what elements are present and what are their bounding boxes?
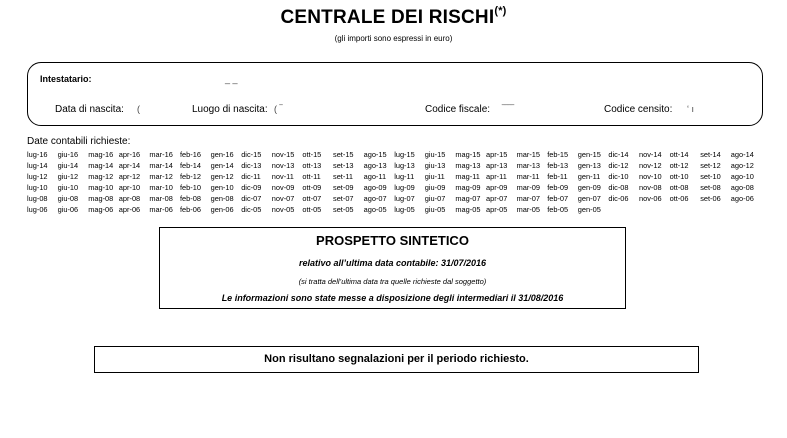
date-cell: lug-10 <box>27 183 48 192</box>
date-cell: ott-08 <box>669 183 689 192</box>
date-cell: ott-14 <box>669 150 689 159</box>
date-cell: gen-11 <box>577 172 601 181</box>
date-cell: nov-15 <box>271 150 295 159</box>
date-cell: mag-12 <box>88 172 114 181</box>
result-message: Non risultano segnalazioni per il periodo richiesto. <box>264 353 529 365</box>
date-cell: mar-11 <box>516 172 540 181</box>
date-cell: ago-15 <box>363 150 387 159</box>
date-cell: mar-05 <box>516 205 541 214</box>
date-cell: dic-05 <box>241 205 262 214</box>
date-cell: gen-12 <box>210 172 234 181</box>
date-cell: feb-16 <box>180 150 201 159</box>
date-cell: mag-13 <box>455 161 481 170</box>
date-cell: ago-05 <box>363 205 387 214</box>
date-cell: gen-07 <box>577 194 601 203</box>
holder-label: Intestatario: <box>40 74 92 84</box>
date-cell: nov-07 <box>271 194 295 203</box>
date-cell: feb-14 <box>180 161 201 170</box>
date-cell: nov-06 <box>639 194 662 203</box>
summary-title: PROSPETTO SINTETICO <box>316 233 469 248</box>
date-cell: apr-10 <box>118 183 141 192</box>
page-title <box>0 7 787 29</box>
date-cell: mag-16 <box>88 150 114 159</box>
date-cell: lug-07 <box>394 194 415 203</box>
date-cell: mag-06 <box>88 205 114 214</box>
date-cell: giu-10 <box>57 183 79 192</box>
date-cell: set-06 <box>700 194 721 203</box>
date-cell: lug-14 <box>27 161 48 170</box>
date-cell: apr-12 <box>118 172 141 181</box>
date-cell: dic-15 <box>241 150 262 159</box>
date-cell: feb-15 <box>547 150 569 159</box>
requested-dates-title: Date contabili richieste: <box>27 136 131 147</box>
date-cell: gen-10 <box>210 183 234 192</box>
holder-value: _ _ <box>225 74 238 84</box>
date-cell: ago-13 <box>363 161 387 170</box>
date-cell: dic-12 <box>608 161 629 170</box>
date-cell: nov-05 <box>271 205 295 214</box>
date-cell: giu-07 <box>424 194 446 203</box>
date-cell: ago-12 <box>730 161 754 170</box>
date-cell: mar-09 <box>516 183 541 192</box>
date-cell: giu-16 <box>57 150 79 159</box>
date-cell: ott-10 <box>669 172 689 181</box>
tax-code-value: ‾‾‾‾ <box>502 104 514 114</box>
date-cell: giu-14 <box>57 161 79 170</box>
date-cell: apr-14 <box>118 161 141 170</box>
date-cell: ott-06 <box>669 194 689 203</box>
date-cell: dic-11 <box>241 172 261 181</box>
date-cell: mar-08 <box>149 194 173 203</box>
birth-date-label: Data di nascita: <box>55 104 124 115</box>
summary-box <box>159 227 626 309</box>
date-cell: mar-16 <box>149 150 173 159</box>
date-cell: ott-15 <box>302 150 322 159</box>
date-cell: lug-11 <box>394 172 415 181</box>
date-cell: set-09 <box>333 183 354 192</box>
date-cell: ott-13 <box>302 161 322 170</box>
date-cell: lug-09 <box>394 183 415 192</box>
date-cell: ott-09 <box>302 183 322 192</box>
date-cell: mar-07 <box>516 194 541 203</box>
date-cell: dic-09 <box>241 183 262 192</box>
date-cell: lug-13 <box>394 161 415 170</box>
date-cell: apr-06 <box>118 205 141 214</box>
date-cell: ott-07 <box>302 194 322 203</box>
date-cell: apr-08 <box>118 194 141 203</box>
date-cell: gen-08 <box>210 194 234 203</box>
date-cell: mag-11 <box>455 172 480 181</box>
date-cell: apr-16 <box>118 150 141 159</box>
date-cell: set-08 <box>700 183 721 192</box>
date-cell: dic-14 <box>608 150 629 159</box>
date-cell: ago-09 <box>363 183 387 192</box>
date-cell: apr-15 <box>486 150 508 159</box>
date-cell: dic-07 <box>241 194 262 203</box>
tax-code-label: Codice fiscale: <box>425 104 491 115</box>
date-cell: feb-09 <box>547 183 569 192</box>
date-cell: gen-15 <box>577 150 601 159</box>
date-cell: gen-14 <box>210 161 234 170</box>
date-cell: mag-07 <box>455 194 481 203</box>
date-cell: lug-15 <box>394 150 415 159</box>
date-cell: gen-09 <box>577 183 601 192</box>
date-cell: lug-16 <box>27 150 48 159</box>
date-cell: mag-08 <box>88 194 114 203</box>
date-cell: giu-06 <box>57 205 79 214</box>
date-cell: ago-10 <box>730 172 754 181</box>
date-cell: ago-07 <box>363 194 387 203</box>
date-cell: set-10 <box>700 172 721 181</box>
date-cell: lug-06 <box>27 205 48 214</box>
date-cell: apr-05 <box>486 205 508 214</box>
date-cell: set-11 <box>333 172 353 181</box>
birth-date-value: ( <box>137 104 140 114</box>
date-cell: mag-15 <box>455 150 481 159</box>
date-cell: feb-11 <box>547 172 568 181</box>
title-footnote-mark: (*) <box>494 5 507 17</box>
date-cell: nov-08 <box>639 183 662 192</box>
date-cell: feb-05 <box>547 205 569 214</box>
date-cell: nov-13 <box>271 161 295 170</box>
holder-info-box <box>27 62 763 126</box>
date-cell: giu-13 <box>424 161 446 170</box>
date-cell: gen-16 <box>210 150 234 159</box>
summary-note: (si tratta dell’ultima data tra quelle richieste dal soggetto) <box>298 277 487 286</box>
page-subtitle: (gli importi sono espressi in euro) <box>334 34 453 43</box>
date-cell: apr-13 <box>486 161 508 170</box>
date-cell: feb-12 <box>180 172 201 181</box>
date-cell: mag-05 <box>455 205 481 214</box>
date-cell: lug-05 <box>394 205 415 214</box>
date-cell: feb-10 <box>180 183 201 192</box>
date-cell: gen-05 <box>577 205 601 214</box>
date-cell: dic-08 <box>608 183 629 192</box>
date-cell: lug-12 <box>27 172 48 181</box>
date-cell: ago-14 <box>730 150 754 159</box>
census-code-value: ‘ ı <box>687 104 695 114</box>
date-cell: mag-09 <box>455 183 481 192</box>
census-code-label: Codice censito: <box>604 104 673 115</box>
date-cell: gen-13 <box>577 161 601 170</box>
date-cell: lug-08 <box>27 194 48 203</box>
date-cell: nov-09 <box>271 183 295 192</box>
date-cell: mar-14 <box>149 161 173 170</box>
birth-place-label: Luogo di nascita: <box>192 104 268 115</box>
date-cell: ago-06 <box>730 194 754 203</box>
date-cell: feb-07 <box>547 194 569 203</box>
summary-last-date: relativo all’ultima data contabile: 31/07/2016 <box>298 258 487 268</box>
date-cell: dic-10 <box>608 172 629 181</box>
date-cell: mar-10 <box>149 183 173 192</box>
date-cell: dic-06 <box>608 194 629 203</box>
page-title-text: CENTRALE DEI RISCHI <box>280 7 495 28</box>
date-cell: set-15 <box>333 150 354 159</box>
date-cell: giu-12 <box>57 172 79 181</box>
date-cell: set-12 <box>700 161 721 170</box>
date-cell: set-05 <box>333 205 354 214</box>
date-cell: mag-10 <box>88 183 114 192</box>
date-cell: ago-08 <box>730 183 754 192</box>
date-cell: gen-06 <box>210 205 234 214</box>
date-cell: set-13 <box>333 161 354 170</box>
date-cell: feb-06 <box>180 205 201 214</box>
date-cell: giu-15 <box>424 150 446 159</box>
date-cell: giu-08 <box>57 194 79 203</box>
date-cell: ago-11 <box>363 172 387 181</box>
date-cell: ott-12 <box>669 161 689 170</box>
date-cell: apr-11 <box>486 172 507 181</box>
date-cell: giu-09 <box>424 183 446 192</box>
date-cell: mar-06 <box>149 205 173 214</box>
date-cell: mar-13 <box>516 161 541 170</box>
date-cell: set-07 <box>333 194 354 203</box>
date-cell: mar-12 <box>149 172 173 181</box>
date-cell: feb-13 <box>547 161 569 170</box>
summary-availability: Le informazioni sono state messe a disposizione degli intermediari il 31/08/2016 <box>221 293 564 303</box>
birth-place-value: ( ‾ <box>274 104 283 114</box>
date-cell: feb-08 <box>180 194 201 203</box>
date-cell: ott-05 <box>302 205 322 214</box>
date-cell: giu-05 <box>424 205 446 214</box>
date-cell: dic-13 <box>241 161 262 170</box>
date-cell: nov-11 <box>271 172 294 181</box>
result-box <box>94 346 699 373</box>
date-cell: nov-12 <box>639 161 662 170</box>
date-cell: apr-09 <box>486 183 508 192</box>
date-cell: nov-14 <box>639 150 662 159</box>
date-cell: mag-14 <box>88 161 114 170</box>
date-cell: giu-11 <box>424 172 445 181</box>
date-cell: ott-11 <box>302 172 321 181</box>
date-cell: apr-07 <box>486 194 508 203</box>
date-cell: nov-10 <box>639 172 662 181</box>
date-cell: set-14 <box>700 150 721 159</box>
date-cell: mar-15 <box>516 150 541 159</box>
